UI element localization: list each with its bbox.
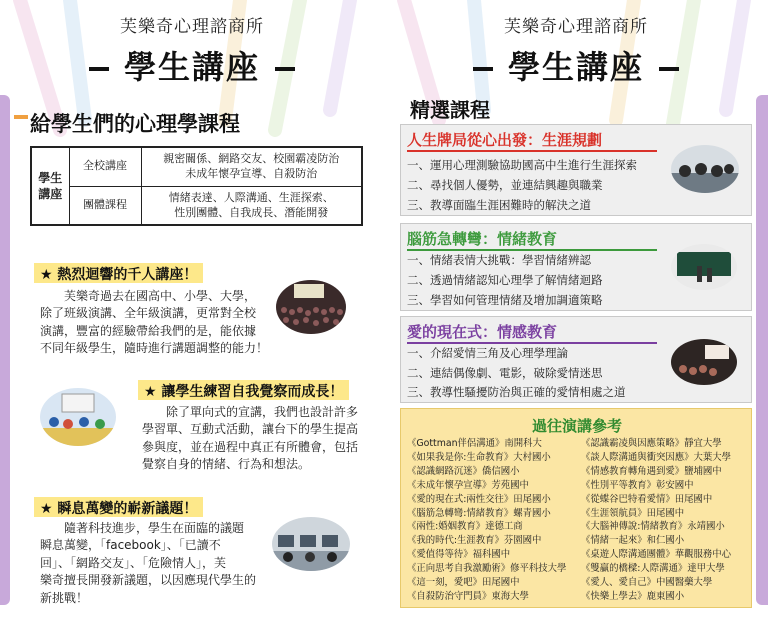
org-name: 芙樂奇心理諮商所	[504, 17, 648, 37]
list-item: 《Gottman伴侶溝通》南開科大	[407, 438, 542, 449]
relationship-talk-photo	[671, 339, 737, 385]
topics-line: 未成年懷孕宣導、自殺防治	[185, 166, 318, 180]
list-item: 《自殺防治守門員》東海大學	[407, 590, 529, 602]
paragraph-line: 芙樂奇過去在國高中、小學、大學，	[40, 289, 257, 303]
list-item: 《快樂上學去》鹿東國小	[581, 590, 685, 602]
course-topics	[141, 186, 362, 225]
classroom-image	[40, 388, 116, 446]
panel-item: 三、學習如何管理情緒及增加調適策略	[407, 293, 603, 307]
course-panel-emotion	[400, 223, 752, 311]
paragraph-line: 新挑戰！	[40, 590, 89, 605]
career-photo	[671, 145, 739, 193]
page-title	[384, 42, 768, 88]
highlight-paragraph	[40, 288, 268, 358]
orange-accent-line	[14, 115, 28, 119]
panel-item: 二、連結偶像劇、電影，破除愛情迷思	[407, 366, 603, 380]
list-item: 《從蝶谷巴特看愛情》田尾國中	[581, 493, 713, 505]
panel-title: 人生牌局從心出發：生涯規劃	[407, 131, 603, 149]
highlight-title: ★ 熱烈迴響的千人講座！	[34, 263, 203, 283]
page-title	[0, 42, 384, 88]
page-title-text: 學生講座	[507, 48, 644, 86]
list-item: 《雙贏的橋樑:人際溝通》達甲大學	[581, 563, 725, 575]
course-topics	[141, 147, 362, 186]
computer-room-image	[272, 517, 350, 571]
course-panel-relationship	[400, 316, 752, 403]
panel-divider	[407, 249, 657, 251]
panel-item: 二、透過情緒認知心理學了解情緒迴路	[407, 273, 603, 287]
past-lectures-title: 過往演講參考	[531, 417, 622, 435]
list-item: 《未成年懷孕宣導》芳苑國中	[407, 479, 529, 491]
list-item: 《正向思考自我激勵術》修平科技大學	[407, 563, 567, 575]
list-item: 《大腦神傳說:情緒教育》永靖國小	[581, 521, 725, 533]
list-item: 《愛的現在式:兩性交往》田尾國小	[407, 493, 551, 505]
panel-item: 一、情緒表情大挑戰：學習情緒辨認	[407, 253, 591, 267]
title-dash-left	[473, 67, 493, 71]
paragraph-line: 不同年級學生，隨時進行講題調整的能力！	[40, 341, 269, 356]
list-item: 《我的時代:生涯教育》芬園國中	[407, 535, 542, 547]
title-dash-right	[275, 67, 295, 71]
computer-room-photo	[272, 517, 350, 571]
emotion-class-photo	[671, 244, 737, 290]
paragraph-line: 除了單向式的宣講，我們也設計許多	[142, 405, 359, 419]
paragraph-line: 參與度，並在過程中真正有所體會，包括	[142, 439, 359, 454]
paragraph-line: 樂奇擅長開發新議題，以因應現代學生的	[40, 573, 257, 588]
panel-item: 一、介紹愛情三角及心理學理論	[407, 346, 568, 360]
past-lectures-box	[400, 408, 752, 608]
paragraph-line: 學習單、互動式活動，讓台下的學生提高	[142, 422, 359, 437]
highlight-title: ★ 瞬息萬變的嶄新議題！	[34, 497, 203, 517]
highlight-title: ★ 讓學生練習自我覺察而成長！	[138, 380, 349, 400]
course-type: 全校講座	[69, 147, 141, 186]
panel-title: 愛的現在式：情感教育	[407, 323, 558, 341]
right-page	[384, 0, 768, 619]
list-item: 《性別平等教育》彰安國中	[581, 479, 694, 491]
lecture-hall-photo	[276, 280, 346, 334]
panel-divider	[407, 150, 657, 152]
past-lectures-col-left	[407, 437, 566, 604]
course-type: 團體課程	[69, 186, 141, 225]
lecture-hall-image	[276, 280, 346, 334]
list-item: 《認識霸凌與因應策略》靜宜大學	[581, 438, 722, 449]
paragraph-line: 演講，豐富的經驗帶給我們的是，能依據	[40, 323, 257, 338]
paragraph-line: 覺察自身的情緒、行為和想法。	[142, 457, 311, 472]
paragraph-line: 回」、「網路交友」、「危險情人」，芙	[40, 555, 227, 570]
relationship-talk-image	[671, 339, 737, 385]
list-item: 《愛值得等待》福科國中	[407, 549, 511, 561]
past-lectures-col-right	[581, 437, 731, 604]
panel-title: 腦筋急轉彎：情緒教育	[407, 230, 558, 248]
paragraph-line: 瞬息萬變，「facebook」、「已讀不	[40, 538, 221, 553]
paragraph-line: 除了班級演講、全年級演講，更常對全校	[40, 306, 257, 321]
list-item: 《兩性:婚姻教育》達德工商	[407, 521, 523, 533]
org-name: 芙樂奇心理諮商所	[120, 17, 264, 37]
paragraph-line: 隨著科技進步，學生在面臨的議題	[40, 521, 245, 535]
emotion-class-image	[671, 244, 737, 290]
section-title: 精選課程	[410, 98, 490, 122]
list-item: 《認識網路沉迷》僑信國小	[407, 465, 520, 477]
list-item: 《這一刻，愛吧》田尾國中	[407, 577, 520, 589]
table-row	[31, 147, 362, 186]
list-item: 《桌遊人際溝通團體》華觀服務中心	[581, 549, 732, 561]
panel-divider	[407, 342, 657, 344]
section-title: 給學生們的心理學課程	[30, 112, 240, 136]
page-title-text: 學生講座	[123, 48, 260, 86]
panel-item: 三、教導性騷擾防治與正確的愛情相處之道	[407, 385, 626, 399]
panel-item: 二、尋找個人優勢，並連結興趣與職業	[407, 178, 603, 192]
row-header: 學生講座	[31, 147, 69, 225]
title-dash-left	[89, 67, 109, 71]
list-item: 《情緒一起來》和仁國小	[581, 535, 685, 547]
list-item: 《如果我是你:生命教育》大村國小	[407, 451, 551, 463]
title-dash-right	[659, 67, 679, 71]
topics-line: 親密關係、網路交友、校園霸凌防治	[163, 152, 340, 165]
panel-item: 三、教導面臨生涯困難時的解決之道	[407, 198, 591, 212]
course-panel-career	[400, 124, 752, 216]
panel-item: 一、運用心理測驗協助國高中生進行生涯探索	[407, 158, 637, 172]
list-item: 《生涯領航員》田尾國中	[581, 507, 685, 519]
table-row	[31, 186, 362, 225]
highlight-paragraph	[40, 520, 256, 607]
list-item: 《情感教育轉角遇到愛》鹽埔國中	[581, 465, 722, 477]
topics-line: 性別團體、自我成長、潛能開發	[174, 205, 329, 219]
classroom-photo	[40, 388, 116, 446]
list-item: 《腦筋急轉彎:情緒教育》螺青國小	[407, 507, 551, 519]
list-item: 《談人際溝通與衝突因應》大葉大學	[581, 451, 732, 463]
list-item: 《愛人、愛自己》中國醫藥大學	[581, 577, 713, 589]
highlight-paragraph	[142, 404, 358, 474]
topics-line: 情緒表達、人際溝通、生涯探索、	[168, 190, 334, 204]
purple-side-bar	[0, 95, 10, 605]
career-image	[671, 145, 739, 193]
course-table	[30, 146, 363, 226]
purple-side-bar	[756, 95, 768, 605]
